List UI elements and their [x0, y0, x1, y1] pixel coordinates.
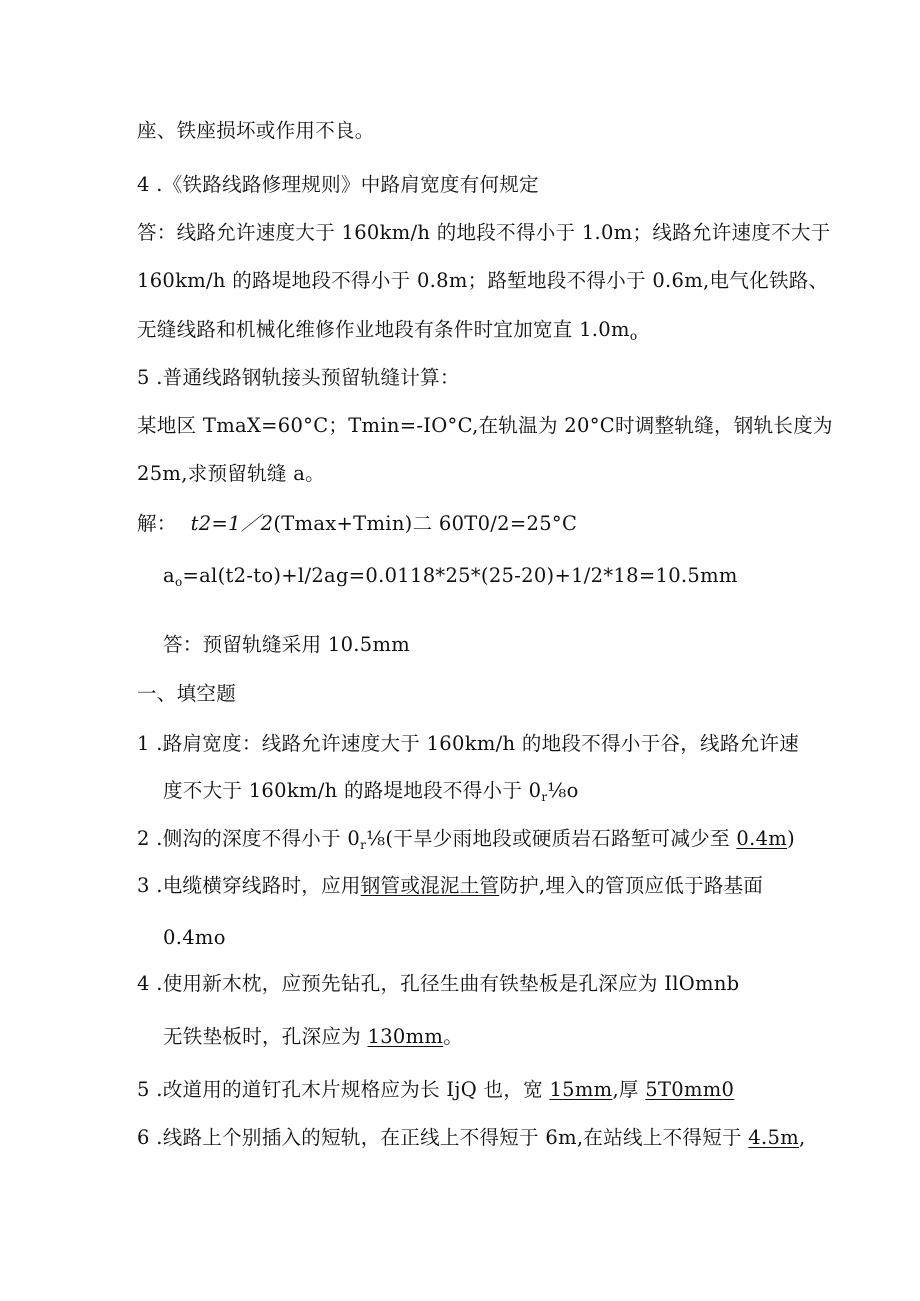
- text-line: [137, 118, 375, 144]
- problem-line: [137, 461, 325, 487]
- answer-line: [137, 268, 828, 294]
- blank-answer: 4.5m: [748, 1126, 799, 1149]
- blank-answer: 5T0mm0: [645, 1078, 735, 1101]
- fill-blank-item: [137, 1125, 806, 1151]
- text-run: 160km∕h 的路堤地段不得小于 0.8m；路堑地段不得小于 0.6m,电气化铁路、: [137, 269, 829, 292]
- formula-run: t2=1／2: [190, 512, 274, 535]
- text-run: 0.4mo: [163, 926, 226, 949]
- subscript: r: [541, 790, 548, 804]
- text-run: 防护,埋入的管顶应低于路基面: [499, 874, 764, 897]
- question-5-heading: [137, 365, 460, 391]
- formula-run: a: [163, 564, 175, 587]
- text-run: 某地区 TmaX=60°C；Tmin=-IO°C,在轨温为 20°C时调整轨缝，钢轨长度为: [137, 414, 833, 437]
- formula-run: =al(t2-to)+l∕2ag=0.0118*25*(25-20)+1/2*18=10.5mm: [182, 564, 738, 587]
- subscript: r: [360, 838, 367, 852]
- text-run: 5 .普通线路钢轨接头预留轨缝计算：: [137, 366, 460, 389]
- fill-blank-item: [163, 778, 579, 810]
- text-run: 。: [443, 1025, 464, 1048]
- text-run: ⅛(干旱少雨地段或硬质岩石路堑可减少至: [366, 827, 737, 850]
- section-heading: [137, 681, 236, 707]
- text-run: 1 .路肩宽度：线路允许速度大于 160km∕h 的地段不得小于谷，线路允许速: [137, 732, 800, 755]
- text-run: ⅛o: [547, 779, 579, 802]
- text-run: 无缝线路和机械化维修作业地段有条件时宜加宽直 1.0m: [137, 318, 630, 341]
- text-run: 答：线路允许速度大于 160km∕h 的地段不得小于 1.0m；线路允许速度不大于: [137, 221, 831, 244]
- fill-blank-item: [163, 925, 226, 951]
- solution-line: [137, 511, 577, 537]
- text-run: 座、铁座损坏或作用不良。: [137, 119, 375, 142]
- text-run: 25m,求预留轨缝 a。: [137, 462, 325, 485]
- subscript: o: [629, 329, 638, 343]
- problem-line: [137, 413, 833, 439]
- text-run: 2 .侧沟的深度不得小于 0: [137, 827, 361, 850]
- fill-blank-item: [163, 1024, 463, 1050]
- text-run: ,厚: [612, 1078, 646, 1101]
- answer-line: [163, 632, 410, 658]
- answer-line: [137, 220, 831, 246]
- question-4-heading: [137, 172, 539, 198]
- text-run: 6 .线路上个别插入的短轨，在正线上不得短于 6m,在站线上不得短于: [137, 1126, 749, 1149]
- answer-line: [137, 317, 637, 349]
- formula-line: [163, 563, 738, 595]
- text-run: ,: [799, 1126, 806, 1149]
- fill-blank-item: [137, 826, 795, 858]
- text-run: 答：预留轨缝采用 10.5mm: [163, 633, 411, 656]
- text-run: 度不大于 160km∕h 的路堤地段不得小于 0: [163, 779, 542, 802]
- subscript: o: [174, 575, 183, 589]
- text-run: 4 .《铁路线路修理规则》中路肩宽度有何规定: [137, 173, 539, 196]
- formula-run: (Tmax+Tmin)二 60T0∕2=25°C: [273, 512, 578, 535]
- fill-blank-item: [137, 1077, 734, 1103]
- text-run: 无铁垫板时，孔深应为: [163, 1025, 368, 1048]
- text-run: 4 .使用新木枕，应预先钻孔，孔径生曲有铁垫板是孔深应为 IlOmnb: [137, 972, 740, 995]
- text-run: 5 .改道用的道钉孔木片规格应为长 IjQ 也，宽: [137, 1078, 550, 1101]
- fill-blank-item: [137, 873, 763, 899]
- fill-blank-item: [137, 971, 739, 997]
- blank-answer: 0.4m: [736, 827, 788, 850]
- blank-answer: 130mm: [367, 1025, 444, 1048]
- blank-answer: 钢管或混泥土管: [360, 874, 500, 897]
- text-run: ): [787, 827, 795, 850]
- text-run: 一、填空题: [137, 682, 237, 705]
- fill-blank-item: [137, 731, 799, 757]
- text-run: 3 .电缆横穿线路时，应用: [137, 874, 361, 897]
- blank-answer: 15mm: [549, 1078, 613, 1101]
- text-run: 解：: [137, 512, 177, 535]
